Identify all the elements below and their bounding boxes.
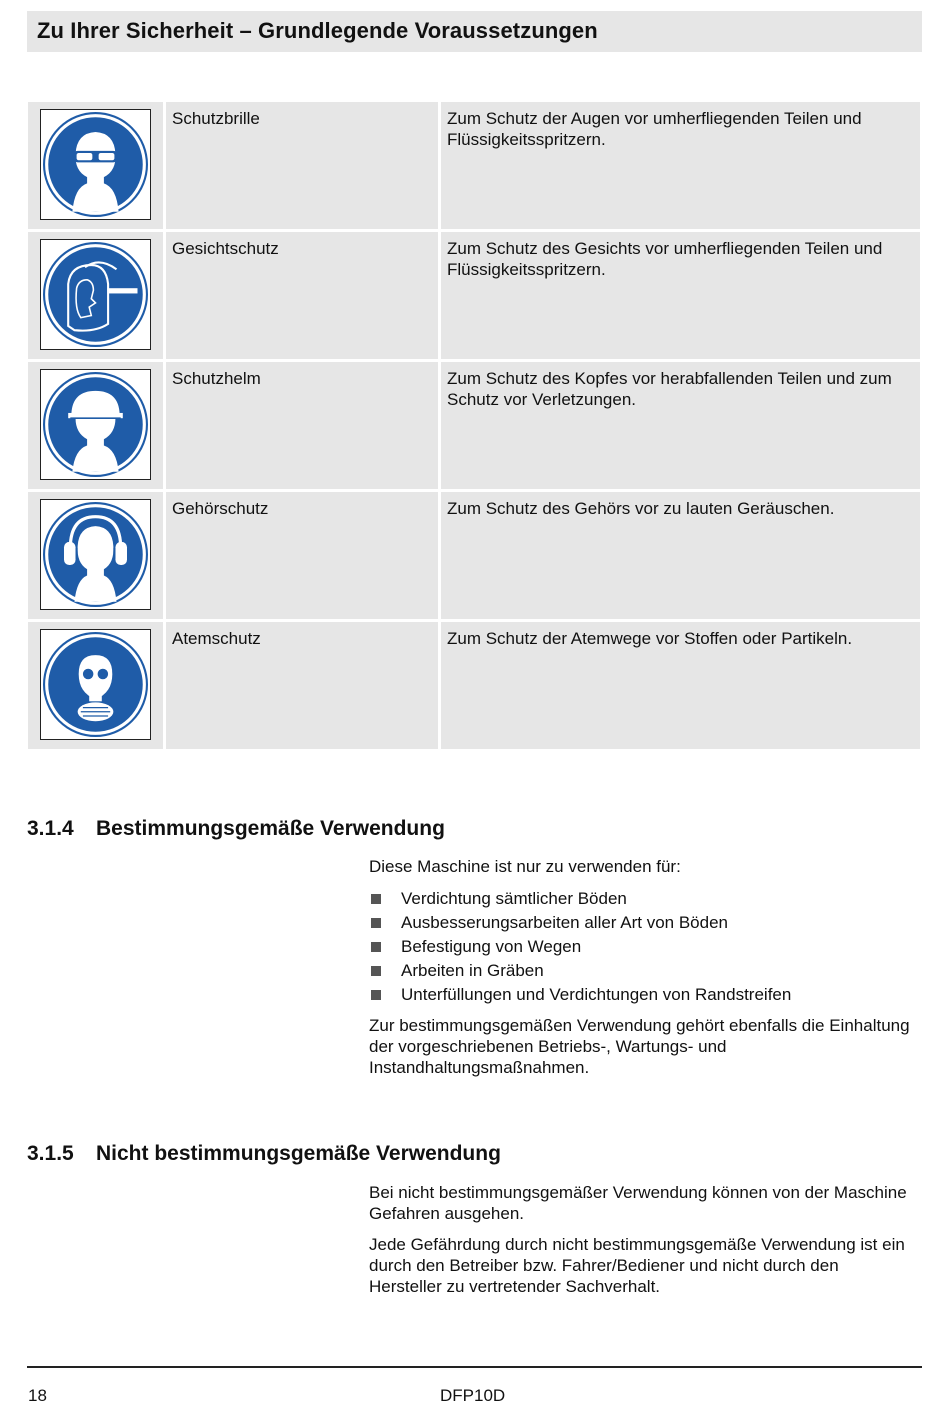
section-body-3-1-5 [369, 1182, 914, 1307]
ppe-description: Zum Schutz des Gesichts vor umherfliegenden Teilen und Flüssigkeitsspritzern. [447, 239, 883, 279]
page-header-bar [27, 11, 922, 52]
respirator-icon [40, 629, 151, 740]
ppe-row-schutzhelm [28, 362, 920, 492]
ppe-description: Zum Schutz der Atemwege vor Stoffen oder Partikeln. [447, 629, 853, 648]
ppe-table [28, 102, 920, 752]
ppe-row-gesichtschutz [28, 232, 920, 362]
section-paragraph: Jede Gefährdung durch nicht bestimmungsgemäße Verwendung ist ein durch den Betreiber bzw. Fahrer/Bediener und nicht durch den Hersteller zu vertretender Sachverhalt. [369, 1235, 905, 1296]
bullet-square-icon [371, 990, 381, 1000]
section-paragraph: Zur bestimmungsgemäßen Verwendung gehört ebenfalls die Einhaltung der vorgeschriebenen Betriebs-, Wartungs- und Instandhaltungsmaßnahmen. [369, 1016, 910, 1077]
bullet-square-icon [371, 894, 381, 904]
ppe-name: Schutzbrille [172, 109, 260, 128]
ppe-row-schutzbrille [28, 102, 920, 232]
list-item: Unterfüllungen und Verdichtungen von Randstreifen [369, 983, 914, 1007]
list-item: Ausbesserungsarbeiten aller Art von Böden [369, 911, 914, 935]
ear-protection-icon [40, 499, 151, 610]
footer-divider [27, 1366, 922, 1368]
ppe-name: Schutzhelm [172, 369, 261, 388]
section-number: 3.1.5 [27, 1142, 74, 1165]
face-shield-icon [40, 239, 151, 350]
ppe-row-gehoerschutz [28, 492, 920, 622]
list-item: Befestigung von Wegen [369, 935, 914, 959]
bullet-square-icon [371, 966, 381, 976]
bullet-square-icon [371, 942, 381, 952]
document-code: DFP10D [440, 1386, 506, 1405]
section-heading-3-1-4 [27, 817, 445, 841]
bullet-square-icon [371, 918, 381, 928]
usage-list [369, 887, 914, 1007]
page-title: Zu Ihrer Sicherheit – Grundlegende Voraussetzungen [37, 18, 598, 43]
safety-goggles-icon [40, 109, 151, 220]
hard-hat-icon [40, 369, 151, 480]
list-item: Verdichtung sämtlicher Böden [369, 887, 914, 911]
ppe-description: Zum Schutz der Augen vor umherfliegenden Teilen und Flüssigkeitsspritzern. [447, 109, 862, 149]
ppe-name: Gesichtschutz [172, 239, 279, 258]
section-heading-3-1-5 [27, 1142, 501, 1166]
section-intro: Diese Maschine ist nur zu verwenden für: [369, 857, 681, 876]
ppe-name: Atemschutz [172, 629, 261, 648]
section-body-3-1-4 [369, 856, 914, 1088]
list-item: Arbeiten in Gräben [369, 959, 914, 983]
ppe-row-atemschutz [28, 622, 920, 752]
ppe-description: Zum Schutz des Kopfes vor herabfallenden Teilen und zum Schutz vor Verletzungen. [447, 369, 892, 409]
section-paragraph: Bei nicht bestimmungsgemäßer Verwendung können von der Maschine Gefahren ausgehen. [369, 1183, 907, 1223]
page-number: 18 [28, 1386, 47, 1405]
section-title: Nicht bestimmungsgemäße Verwendung [96, 1142, 501, 1165]
section-number: 3.1.4 [27, 817, 74, 840]
section-title: Bestimmungsgemäße Verwendung [96, 817, 445, 840]
ppe-description: Zum Schutz des Gehörs vor zu lauten Geräuschen. [447, 499, 835, 518]
ppe-name: Gehörschutz [172, 499, 269, 518]
